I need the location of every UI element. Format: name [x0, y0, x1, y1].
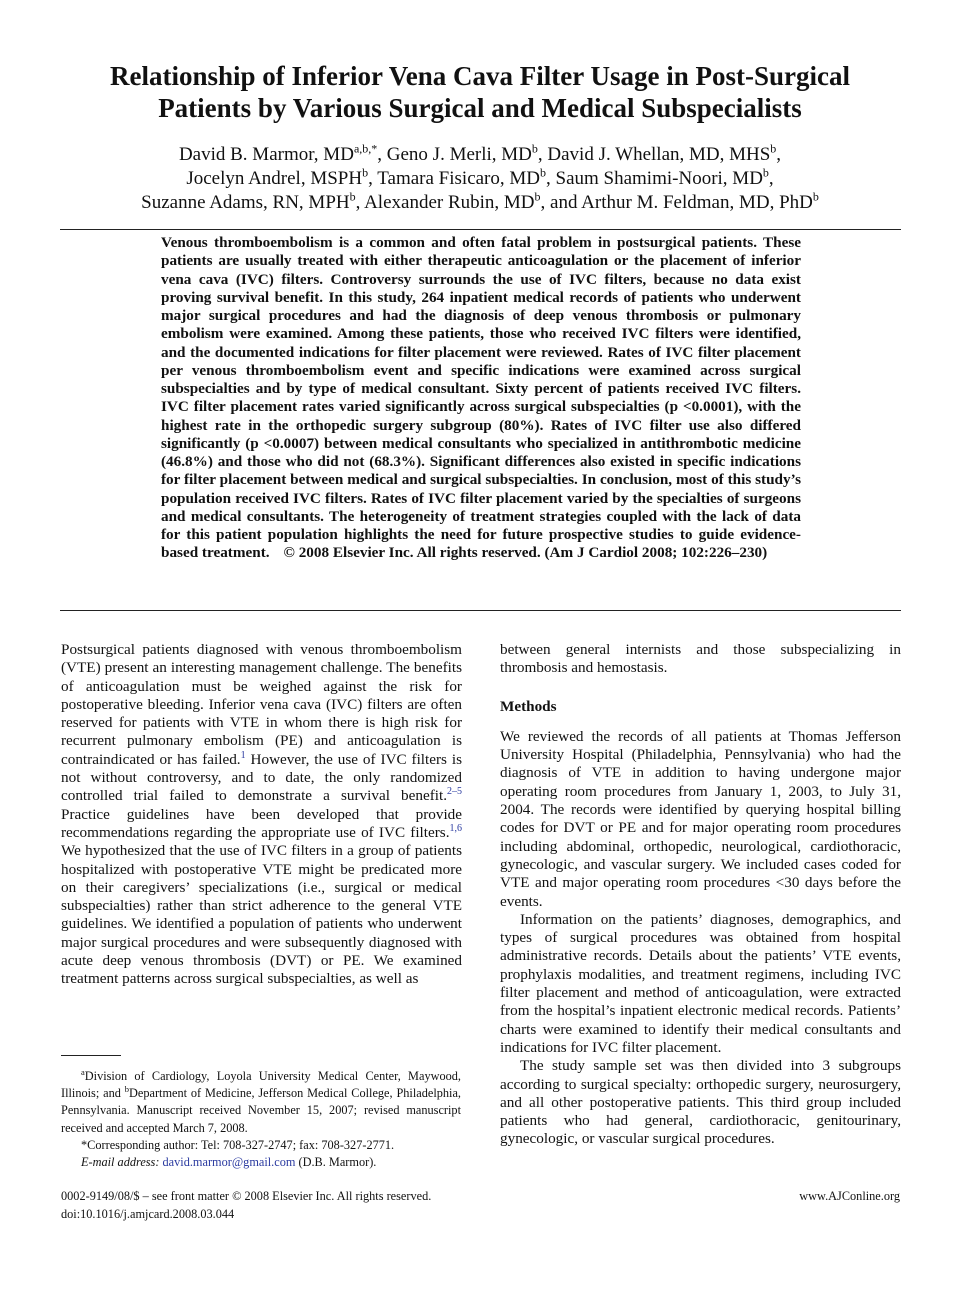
affiliation-marker: a,b,* [353, 141, 378, 156]
author-line-1: David B. Marmor, $MD^{a,b,*}$, Geno J. Merli, $MD^b$, David J. Whellan, MD, MHS$^b$, [178, 141, 782, 165]
left-column [61, 641, 462, 989]
abstract-copyright: © 2008 Elsevier Inc. All rights reserved. (Am J Cardiol 2008; 102:226–230) [283, 544, 768, 562]
author-name: , David J. Whellan, MD, MHS [537, 144, 771, 165]
affiliation-marker: b [349, 189, 356, 204]
abstract [161, 234, 801, 563]
affiliations-footnote: $^a$Division of Cardiology, Loyola University Medical Center, Maywood, Illinois; and $^b$Department of Medicine, Jefferson Medical College, Philadelphia, Pennsylvania. Manuscript received November 15, 2007; revised manuscript received and accepted March 7, 2008. [61, 1066, 461, 1135]
affiliation-marker: b [540, 165, 546, 180]
affiliation-marker: b [762, 165, 769, 180]
author-name: David B. Marmor, MD [178, 144, 354, 165]
methods-paragraph-2: Information on the patients’ diagnoses, demographics, and types of surgical procedures was obtained from hospital administrative records. Details about the patients’ VTE events, prophylaxis modalities, and treatment regimens, including IVC filter placement and method of anticoagulation, were extracted from the hospital’s inpatient electronic medical records. Patients’ charts were examined to identify their medical consultants and indications for IVC filter placement. [500, 910, 901, 1056]
author-name: , Geno J. Merli, MD [377, 144, 532, 165]
methods-paragraph-1: We reviewed the records of all patients at Thomas Jefferson University Hospital (Philadelphia, Pennsylvania) who had the diagnosis of VTE in addition to having undergone major operating room procedures from January 1, 2003, to July 31, 2004. The records were identified by querying hospital billing codes for DVT or PE and for major operating room procedures including abdominal, orthopedic, neurological, cardiothoracic, gynecologic, and vascular surgery. We included cases coded for VTE and major operating room procedures <30 days before the events. [500, 727, 901, 910]
article-title [60, 60, 900, 124]
intro-continuation: between general internists and those subspecializing in thrombosis and hemostasis. [500, 641, 901, 677]
corresponding-author: *Corresponding author: Tel: 708-327-2747; fax: 708-327-2771. [81, 1137, 395, 1152]
author-list [60, 143, 900, 215]
methods-paragraph-3: The study sample set was then divided into 3 subgroups according to surgical specialty: orthopedic surgery, neurosurgery, and all other postoperative patients. This third group included patients who had general, cardiothoracic, genitourinary, gynecologic, or vascular surgical procedures. [500, 1057, 901, 1148]
author-name: Suzanne Adams, RN, MPH [141, 192, 350, 213]
abstract-bottom-rule [60, 610, 901, 611]
affiliation-marker: b [534, 189, 541, 204]
author-line-2: Jocelyn Andrel, MSPH$^b$, Tamara Fisicaro, $MD^b$, Saum Shamimi-Noori, $MD^b$, [186, 165, 774, 189]
reference-link[interactable]: 2–5 [447, 786, 462, 798]
author-name: Jocelyn Andrel, MSPH [186, 168, 363, 189]
affiliation-marker: b [531, 141, 538, 156]
abstract-top-rule [60, 229, 901, 230]
abstract-text: Venous thromboembolism is a common and often fatal problem in postsurgical patients. These patients are usually treated with either therapeutic anticoagulation or the placement of inferior vena cava (IVC) filters. Controversy surrounds the use of IVC filters, because no data exist proving survival benefit. In this study, 264 inpatient medical records of patients who underwent major surgical procedures and had the diagnosis of deep venous thrombosis or pulmonary embolism were examined. Among these patients, those who received IVC filters were identified, and the documented indications for filter placement were reviewed. Rates of IVC filter placement per venous thromboembolism event and specific indications were examined across surgical subspecialties and by type of medical consultant. Sixty percent of patients received IVC filters. IVC filter placement rates varied significantly across surgical subspecialties (p <0.0001), with the highest rate in the orthopedic surgery subgroup (80%). Rates of IVC filter use also differed significantly (p <0.0007) between medical consultants who specialized in antithrombotic medicine (46.8%) and those who did not (68.3%). Significant differences also existed in specific indications for filter placement between medical and surgical subspecialties. In conclusion, most of this study’s population received IVC filters. Rates of IVC filter placement varied by the specialties of surgeons and medical consultants. The heterogeneity of treatment strategies coupled with the lack of data for this patient population highlights the need for future prospective studies to guide evidence-based treatment. [161, 234, 801, 562]
email-link[interactable]: david.marmor@gmail.com [162, 1155, 296, 1170]
reference-link[interactable]: 1 [240, 749, 246, 761]
doi-link[interactable]: doi:10.1016/j.amjcard.2008.03.044 [61, 1207, 235, 1221]
author-name: , Saum Shamimi-Noori, MD [546, 168, 763, 189]
author-name: , and Arthur M. Feldman, MD, PhD [540, 192, 813, 213]
email-footnote: E-mail address: david.marmor@gmail.com (D.B. Marmor). [81, 1155, 377, 1170]
author-line-3 [60, 191, 900, 215]
footnote-rule [61, 1055, 121, 1056]
affiliation-marker: b [770, 141, 777, 156]
reference-link[interactable]: 1,6 [449, 822, 462, 834]
title-line-2: Patients by Various Surgical and Medical Subspecialists [158, 93, 802, 123]
affiliation-marker: b [812, 189, 819, 204]
author-name: , Alexander Rubin, MD [355, 192, 535, 213]
author-name: , Tamara Fisicaro, MD [368, 168, 540, 189]
title-line-1: Relationship of Inferior Vena Cava Filter Usage in Post-Surgical [110, 61, 850, 91]
methods-heading: Methods [500, 697, 557, 715]
issn-line: 0002-9149/08/$ – see front matter © 2008 Elsevier Inc. All rights reserved. [61, 1189, 432, 1203]
affiliation-marker: b [362, 165, 369, 180]
intro-paragraph: Postsurgical patients diagnosed with venous thromboembolism (VTE) present an interesting management challenge. The benefits of anticoagulation must be weighed against the risk for postoperative bleeding. Inferior vena cava (IVC) filters are often reserved for patients with VTE in whom there is high risk for recurrent pulmonary embolism (PE) and anticoagulation is contraindicated or has failed.$^1$ However, the use of IVC filters is not without controversy, and to date, the only randomized controlled trial failed to demonstrate a survival benefit.$^{2-5}$ Practice guidelines have been developed that provide recommendations regarding the appropriate use of IVC filters.$^{1,6}$ We hypothesized that the use of IVC filters in a group of patients hospitalized with postoperative VTE might be predicated more on their caregivers’ specializations (i.e., surgical or medical subspecialties) rather than strict adherence to the general VTE guidelines. We identified a population of patients who underwent major surgical procedures and were subsequently diagnosed with acute deep venous thrombosis (DVT) or PE. We examined treatment patterns across surgical subspecialties, as well as [61, 641, 462, 988]
footer-left [61, 1187, 431, 1223]
journal-website[interactable]: www.AJConline.org [799, 1189, 900, 1203]
right-column [500, 641, 901, 1149]
footnotes [61, 1068, 461, 1171]
